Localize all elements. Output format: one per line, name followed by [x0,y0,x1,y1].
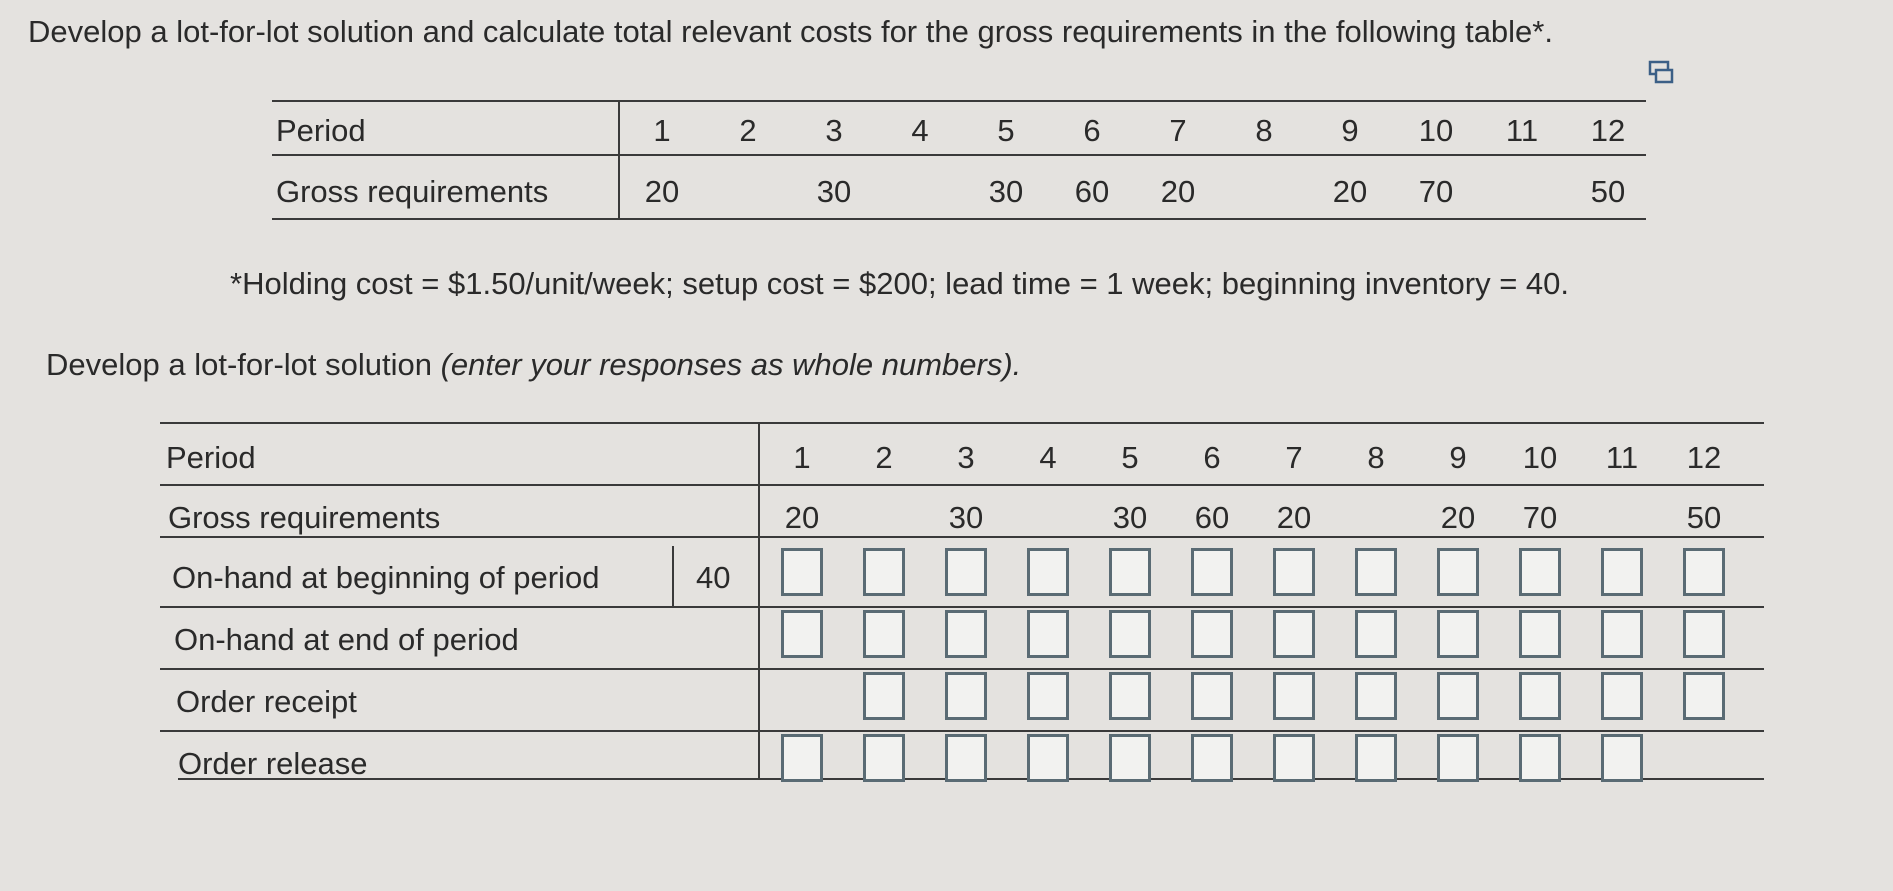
order-receipt-input[interactable] [1437,672,1479,720]
table-rule [160,606,1764,608]
period-number: 4 [1039,440,1057,475]
period-number: 7 [1285,440,1303,475]
instruction-italic: (enter your responses as whole numbers). [440,347,1022,382]
order-receipt-input[interactable] [1027,672,1069,720]
gross-requirement-value: 20 [644,174,680,209]
order-release-input[interactable] [1355,734,1397,782]
onhand-begin-input[interactable] [945,548,987,596]
onhand-end-input[interactable] [863,610,905,658]
order-receipt-input[interactable] [863,672,905,720]
order-release-input[interactable] [945,734,987,782]
period-number: 8 [1367,440,1385,475]
order-receipt-input[interactable] [1519,672,1561,720]
table-rule [160,536,1764,538]
beginning-inventory-value: 40 [696,560,731,595]
gross-requirement-value: 70 [1418,174,1454,209]
gross-requirement-value: 60 [1194,500,1230,535]
order-receipt-input[interactable] [1273,672,1315,720]
order-receipt-input[interactable] [1683,672,1725,720]
period-number: 5 [1121,440,1139,475]
onhand-begin-input[interactable] [863,548,905,596]
table-rule [160,668,1764,670]
onhand-end-input[interactable] [1027,610,1069,658]
question-text: Develop a lot-for-lot solution and calculate total relevant costs for the gross requirements in the following table*. [28,14,1553,49]
gross-requirement-value: 50 [1686,500,1722,535]
onhand-begin-input[interactable] [1519,548,1561,596]
table-rule [272,154,1646,156]
gross-requirement-value: 20 [784,500,820,535]
gross-requirement-value: 20 [1440,500,1476,535]
period-number: 11 [1505,113,1539,148]
onhand-end-input[interactable] [1437,610,1479,658]
table-rule [160,422,1764,424]
onhand-begin-label: On-hand at beginning of period [172,560,600,595]
period-number: 3 [957,440,975,475]
period-number: 6 [1203,440,1221,475]
period-number: 8 [1255,113,1273,148]
period-number: 11 [1605,440,1639,475]
table-rule [272,100,1646,102]
order-release-input[interactable] [1109,734,1151,782]
table-rule [160,730,1764,732]
onhand-end-input[interactable] [781,610,823,658]
onhand-begin-input[interactable] [1273,548,1315,596]
period-number: 12 [1686,440,1722,475]
onhand-begin-input[interactable] [1355,548,1397,596]
period-number: 2 [739,113,757,148]
period-header: Period [276,113,366,148]
copy-icon[interactable] [1648,60,1674,84]
onhand-end-input[interactable] [945,610,987,658]
gross-requirement-value: 20 [1160,174,1196,209]
period-number: 9 [1449,440,1467,475]
order-release-input[interactable] [1273,734,1315,782]
period-header: Period [166,440,256,475]
gross-requirement-value: 50 [1590,174,1626,209]
order-release-input[interactable] [863,734,905,782]
order-release-input[interactable] [1601,734,1643,782]
order-release-input[interactable] [1191,734,1233,782]
gross-requirement-value: 30 [1112,500,1148,535]
period-number: 4 [911,113,929,148]
period-number: 5 [997,113,1015,148]
table-divider [618,102,620,220]
given-data-table [272,96,1646,222]
onhand-end-label: On-hand at end of period [174,622,519,657]
onhand-end-input[interactable] [1601,610,1643,658]
cost-note: *Holding cost = $1.50/unit/week; setup cost = $200; lead time = 1 week; beginning inventory = 40. [230,266,1570,301]
onhand-begin-input[interactable] [1027,548,1069,596]
instruction-text [46,347,1021,383]
onhand-end-input[interactable] [1683,610,1725,658]
period-number: 1 [793,440,811,475]
order-receipt-input[interactable] [1191,672,1233,720]
gross-requirement-value: 30 [988,174,1024,209]
order-receipt-input[interactable] [945,672,987,720]
gross-requirement-value: 60 [1074,174,1110,209]
onhand-begin-input[interactable] [1437,548,1479,596]
period-number: 2 [875,440,893,475]
table-rule [160,484,1764,486]
period-number: 3 [825,113,843,148]
period-number: 6 [1083,113,1101,148]
table-divider [758,422,760,780]
instruction-main: Develop a lot-for-lot solution [46,347,441,382]
period-number: 7 [1169,113,1187,148]
onhand-end-input[interactable] [1273,610,1315,658]
order-receipt-input[interactable] [1355,672,1397,720]
onhand-begin-input[interactable] [1601,548,1643,596]
gross-requirement-value: 20 [1332,174,1368,209]
period-number: 12 [1590,113,1626,148]
onhand-begin-input[interactable] [1109,548,1151,596]
onhand-end-input[interactable] [1191,610,1233,658]
period-number: 9 [1341,113,1359,148]
onhand-end-input[interactable] [1519,610,1561,658]
order-receipt-label: Order receipt [176,684,357,719]
gross-requirement-value: 70 [1522,500,1558,535]
gross-requirements-label: Gross requirements [276,174,549,209]
table-rule [272,218,1646,220]
gross-requirement-value: 20 [1276,500,1312,535]
order-receipt-input[interactable] [1601,672,1643,720]
period-number: 1 [653,113,671,148]
order-release-label: Order release [178,746,368,781]
onhand-begin-input[interactable] [781,548,823,596]
order-release-input[interactable] [1027,734,1069,782]
gross-requirement-value: 30 [816,174,852,209]
order-release-input[interactable] [1437,734,1479,782]
order-receipt-input[interactable] [1109,672,1151,720]
onhand-begin-input[interactable] [1191,548,1233,596]
onhand-end-input[interactable] [1355,610,1397,658]
onhand-end-input[interactable] [1109,610,1151,658]
onhand-begin-input[interactable] [1683,548,1725,596]
order-release-input[interactable] [1519,734,1561,782]
gross-requirements-label: Gross requirements [168,500,441,535]
period-number: 10 [1522,440,1558,475]
order-release-input[interactable] [781,734,823,782]
period-number: 10 [1418,113,1454,148]
table-divider [672,546,674,606]
gross-requirement-value: 30 [948,500,984,535]
mrp-table [160,410,1764,790]
